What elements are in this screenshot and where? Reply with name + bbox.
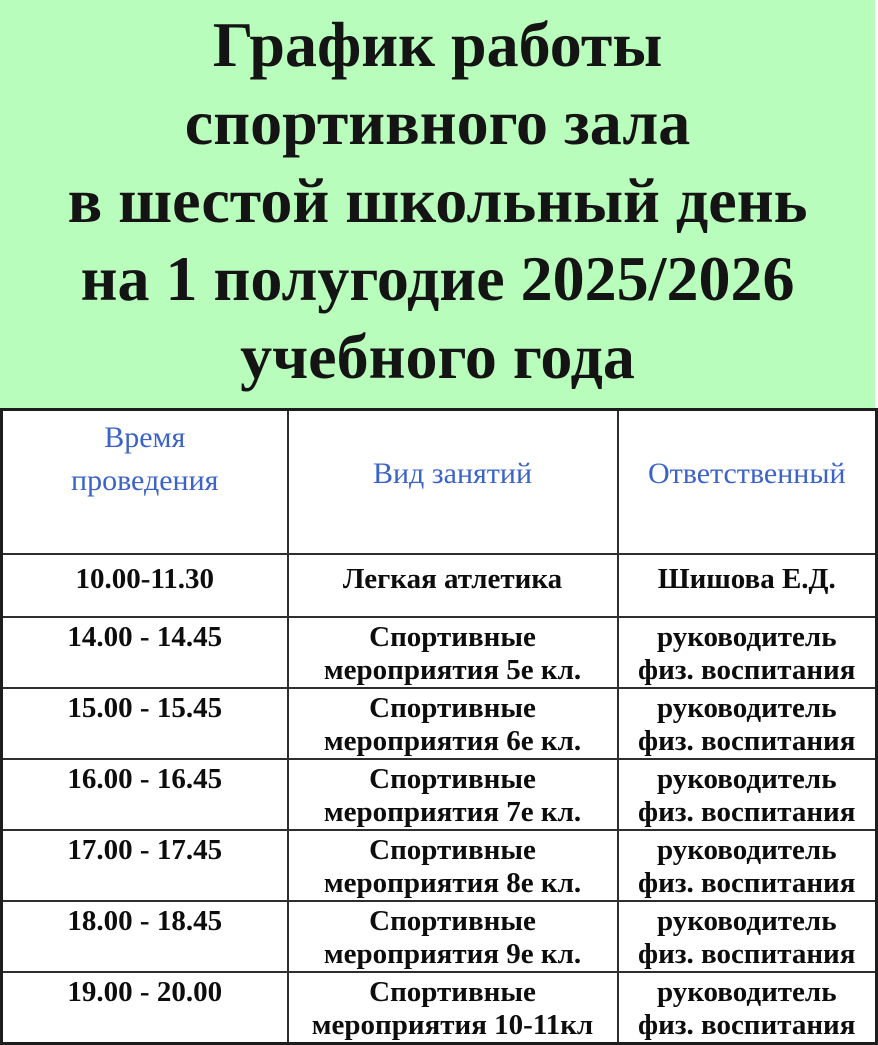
activity-cell [288, 759, 618, 830]
responsible-value: физ. воспитания [638, 867, 856, 899]
responsible-value: руководитель [656, 763, 837, 795]
time-value: 19.00 - 20.00 [67, 976, 223, 1008]
responsible-value: физ. воспитания [638, 654, 856, 686]
column-header-activity-label: Вид занятий [372, 456, 533, 490]
table-row [2, 830, 877, 901]
responsible-value: руководитель [656, 905, 837, 937]
responsible-cell [618, 830, 877, 901]
activity-cell [288, 972, 618, 1044]
activity-value: мероприятия 6е кл. [323, 725, 582, 757]
table-row [2, 972, 877, 1044]
time-cell [2, 617, 288, 688]
time-value: 16.00 - 16.45 [67, 763, 223, 795]
activity-value: мероприятия 5е кл. [323, 654, 582, 686]
responsible-cell [618, 554, 877, 617]
time-value: 18.00 - 18.45 [67, 905, 223, 937]
activity-value: Спортивные [369, 834, 536, 866]
time-value: 17.00 - 17.45 [67, 834, 223, 866]
table-row [2, 617, 877, 688]
time-cell [2, 554, 288, 617]
time-value: 15.00 - 15.45 [67, 692, 223, 724]
responsible-value: руководитель [656, 692, 837, 724]
table-row [2, 759, 877, 830]
responsible-value: Шишова Е.Д. [657, 563, 836, 595]
responsible-cell [618, 901, 877, 972]
schedule-table [0, 408, 878, 1045]
activity-value: Спортивные [369, 692, 536, 724]
activity-cell [288, 901, 618, 972]
time-cell [2, 972, 288, 1044]
column-header-time-label: проведения [71, 464, 219, 497]
column-header-time [2, 410, 288, 555]
activity-value: Спортивные [369, 763, 536, 795]
title-line: на 1 полугодие 2025/2026 [80, 243, 795, 314]
title-line: учебного года [240, 321, 635, 392]
column-header-responsible-label: Ответственный [647, 456, 846, 490]
activity-value: мероприятия 8е кл. [323, 867, 582, 899]
column-header-activity [288, 410, 618, 555]
responsible-cell [618, 617, 877, 688]
time-cell [2, 901, 288, 972]
banner [0, 0, 875, 408]
table-row [2, 901, 877, 972]
activity-value: мероприятия 7е кл. [323, 796, 582, 828]
table-row [2, 554, 877, 617]
activity-cell [288, 617, 618, 688]
activity-value: Спортивные [369, 621, 536, 653]
responsible-value: руководитель [656, 976, 837, 1008]
activity-cell [288, 688, 618, 759]
responsible-value: физ. воспитания [638, 938, 856, 970]
activity-value: мероприятия 10-11кл [311, 1009, 594, 1041]
time-cell [2, 830, 288, 901]
responsible-value: руководитель [656, 834, 837, 866]
responsible-value: руководитель [656, 621, 837, 653]
column-header-time-label: Время [104, 421, 186, 454]
responsible-cell [618, 759, 877, 830]
title-line: спортивного зала [184, 87, 691, 158]
title-line: График работы [212, 9, 663, 80]
activity-cell [288, 554, 618, 617]
activity-value: Спортивные [369, 905, 536, 937]
time-value: 14.00 - 14.45 [67, 621, 223, 653]
time-cell [2, 759, 288, 830]
time-value: 10.00-11.30 [75, 563, 215, 595]
title-line: в шестой школьный день [67, 165, 808, 236]
activity-cell [288, 830, 618, 901]
table-row [2, 688, 877, 759]
time-cell [2, 688, 288, 759]
responsible-cell [618, 688, 877, 759]
activity-value: Спортивные [369, 976, 536, 1008]
responsible-value: физ. воспитания [638, 1009, 856, 1041]
header-row [2, 410, 877, 555]
page-title [0, 0, 875, 396]
responsible-value: физ. воспитания [638, 796, 856, 828]
responsible-cell [618, 972, 877, 1044]
activity-value: Легкая атлетика [342, 563, 563, 595]
column-header-responsible [618, 410, 877, 555]
responsible-value: физ. воспитания [638, 725, 856, 757]
activity-value: мероприятия 9е кл. [323, 938, 582, 970]
